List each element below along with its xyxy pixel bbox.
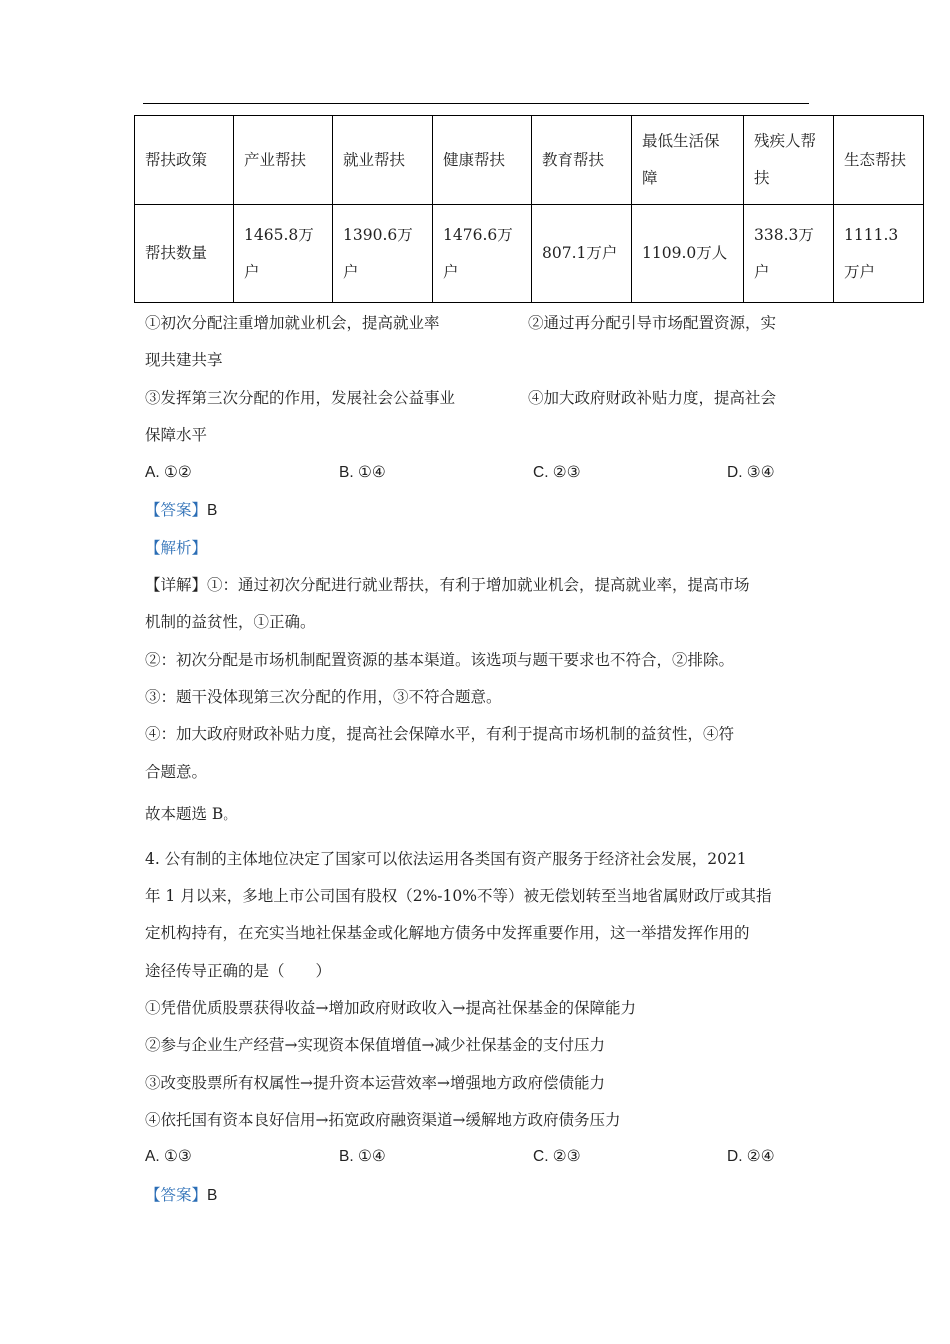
table-cell: 1390.6万户 xyxy=(333,205,433,303)
q4-option-a: A. ①③ xyxy=(145,1148,192,1165)
table-cell: 807.1万户 xyxy=(532,205,632,303)
table-cell: 帮扶政策 xyxy=(135,116,234,205)
q3-item-2: ②通过再分配引导市场配置资源，实 xyxy=(528,314,777,332)
table-cell: 1465.8万户 xyxy=(234,205,333,303)
q3-option-d: D. ③④ xyxy=(727,464,775,481)
q4-stem-line: 4. 公有制的主体地位决定了国家可以依法运用各类国有资产服务于经济社会发展，2021 xyxy=(145,850,747,868)
header-rule xyxy=(143,103,809,104)
answer-tag: 【答案】 xyxy=(145,1186,208,1204)
conclusion-text: 故本题选 B xyxy=(145,805,224,823)
q3-item-4-cont: 保障水平 xyxy=(145,426,208,444)
table-header-row xyxy=(135,116,924,205)
q4-option-c: C. ②③ xyxy=(533,1148,581,1165)
q3-item-2-cont: 现共建共享 xyxy=(145,351,223,369)
q3-item-4: ④加大政府财政补贴力度，提高社会 xyxy=(528,389,777,407)
detail-line: 【详解】①：通过初次分配进行就业帮扶，有利于增加就业机会，提高就业率，提高市场 xyxy=(145,576,750,594)
policy-table xyxy=(134,115,924,303)
q3-option-a: A. ①② xyxy=(145,464,192,481)
table-cell: 产业帮扶 xyxy=(234,116,333,205)
answer-tag: 【答案】 xyxy=(145,501,208,519)
table-cell: 就业帮扶 xyxy=(333,116,433,205)
detail-line: ②：初次分配是市场机制配置资源的基本渠道。该选项与题干要求也不符合，②排除。 xyxy=(145,651,735,669)
q4-item-1: ①凭借优质股票获得收益→增加政府财政收入→提高社保基金的保障能力 xyxy=(145,999,636,1017)
q3-option-c: C. ②③ xyxy=(533,464,581,481)
table-cell: 1109.0万人 xyxy=(632,205,744,303)
analysis-tag: 【解析】 xyxy=(145,539,208,557)
table-row xyxy=(135,205,924,303)
answer-value: B xyxy=(207,1187,218,1204)
conclusion xyxy=(145,802,235,827)
q4-option-d: D. ②④ xyxy=(727,1148,775,1165)
q3-answer xyxy=(145,498,217,523)
q4-item-4: ④依托国有资本良好信用→拓宽政府融资渠道→缓解地方政府债务压力 xyxy=(145,1111,621,1129)
q4-item-3: ③改变股票所有权属性→提升资本运营效率→增强地方政府偿债能力 xyxy=(145,1074,605,1092)
conclusion-mark: 。 xyxy=(223,808,236,822)
q4-stem-line: 途径传导正确的是（ ） xyxy=(145,962,332,980)
table-cell: 帮扶数量 xyxy=(135,205,234,303)
table-cell: 最低生活保障 xyxy=(632,116,744,205)
q3-item-1: ①初次分配注重增加就业机会，提高就业率 xyxy=(145,314,440,332)
q3-option-b: B. ①④ xyxy=(339,464,386,481)
q3-item-3: ③发挥第三次分配的作用，发展社会公益事业 xyxy=(145,389,456,407)
table-cell: 健康帮扶 xyxy=(433,116,532,205)
table-cell: 1476.6万户 xyxy=(433,205,532,303)
table-cell: 1111.3万户 xyxy=(834,205,924,303)
detail-line: 机制的益贫性，①正确。 xyxy=(145,613,316,631)
q4-stem-line: 年 1 月以来，多地上市公司国有股权（2%-10%不等）被无偿划转至当地省属财政厅或其指 xyxy=(145,887,772,905)
detail-line: 合题意。 xyxy=(145,763,208,781)
q4-option-b: B. ①④ xyxy=(339,1148,386,1165)
table-cell: 残疾人帮扶 xyxy=(744,116,834,205)
answer-value: B xyxy=(207,502,218,519)
table-cell: 338.3万户 xyxy=(744,205,834,303)
q4-stem-line: 定机构持有，在充实当地社保基金或化解地方债务中发挥重要作用，这一举措发挥作用的 xyxy=(145,924,750,942)
q4-answer xyxy=(145,1183,217,1208)
table-cell: 教育帮扶 xyxy=(532,116,632,205)
detail-line: ③：题干没体现第三次分配的作用，③不符合题意。 xyxy=(145,688,502,706)
table-cell: 生态帮扶 xyxy=(834,116,924,205)
detail-line: ④：加大政府财政补贴力度，提高社会保障水平，有利于提高市场机制的益贫性，④符 xyxy=(145,725,735,743)
q4-item-2: ②参与企业生产经营→实现资本保值增值→减少社保基金的支付压力 xyxy=(145,1036,605,1054)
